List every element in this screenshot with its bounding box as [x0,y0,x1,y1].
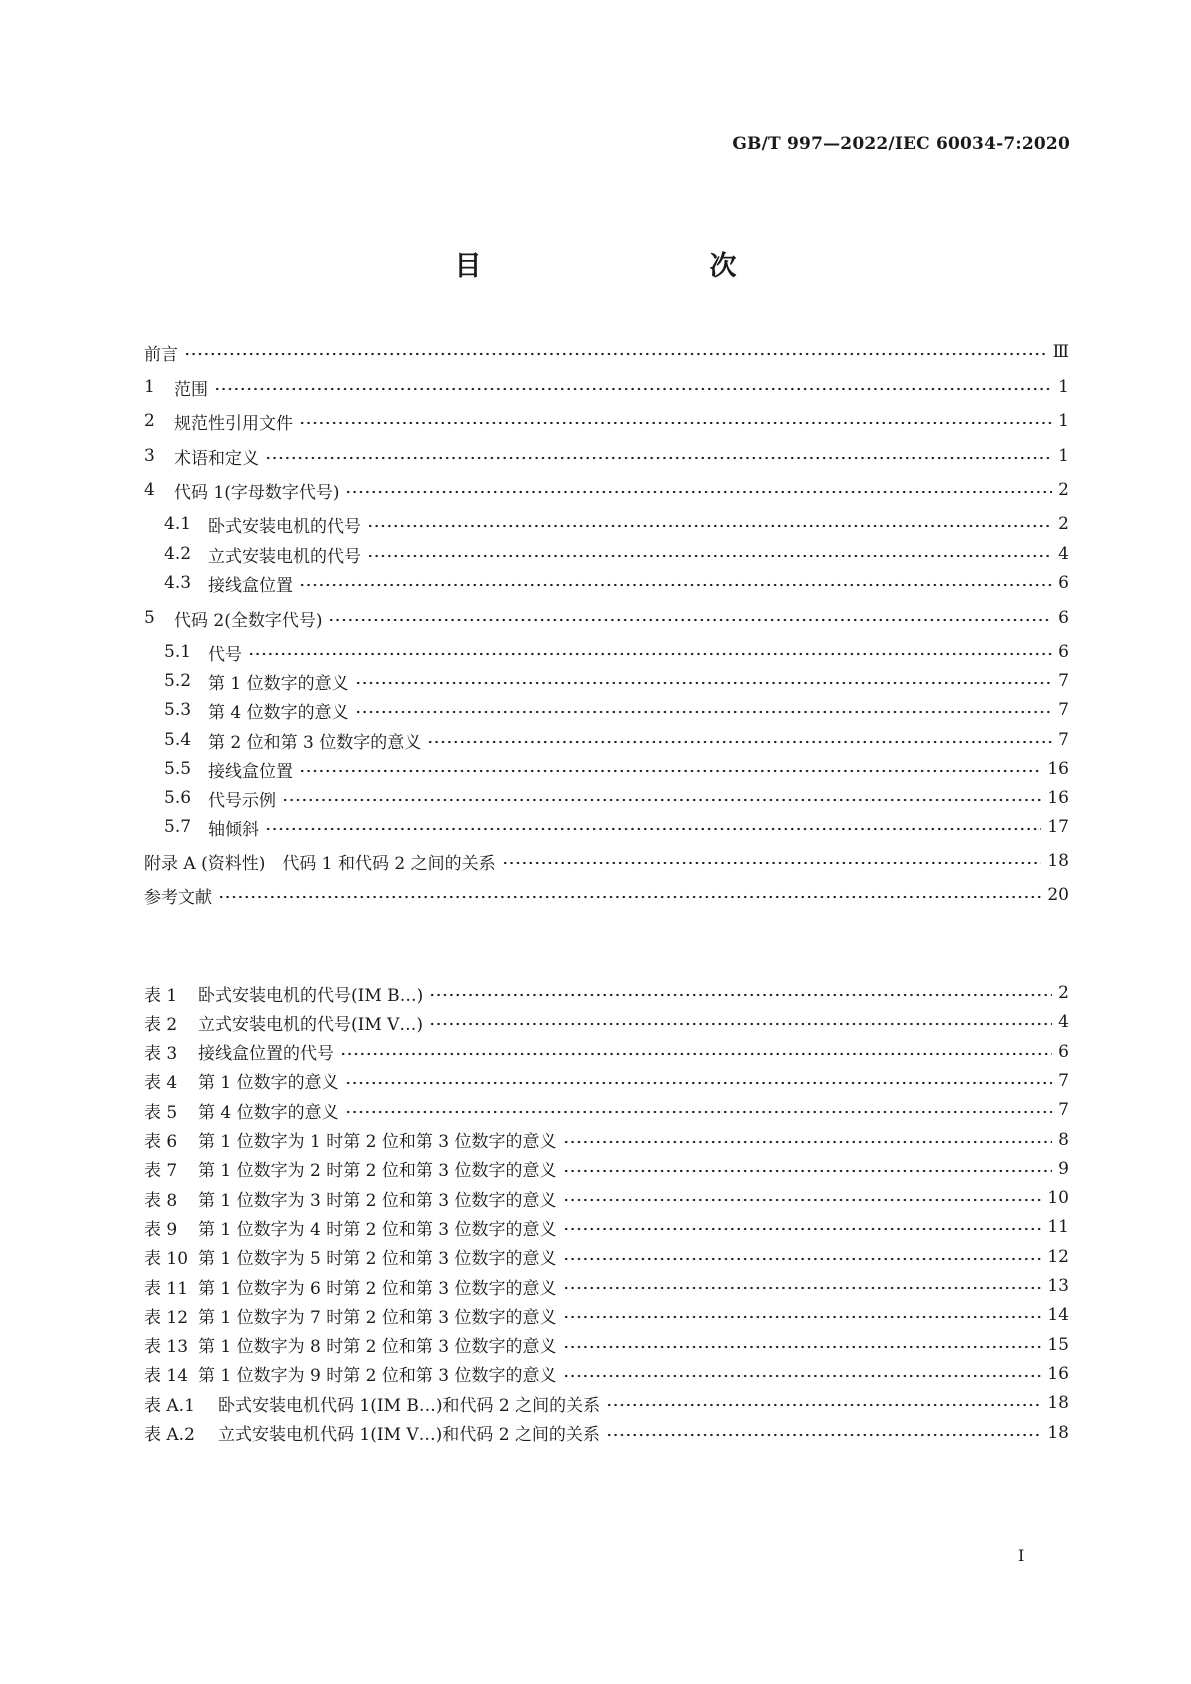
table-entry-number: 表 A.2 [144,1425,195,1445]
toc-entry[interactable] [144,375,1069,399]
table-entry-label: 第 1 位数字为 2 时第 2 位和第 3 位数字的意义 [198,1161,557,1182]
toc-entry-number: 5.4 [164,730,192,750]
table-entry-label: 第 1 位数字为 3 时第 2 位和第 3 位数字的意义 [198,1190,557,1211]
toc-entry-label: 代号 [208,644,242,665]
table-entry[interactable] [144,1157,1069,1181]
table-entry-page: 8 [1058,1129,1069,1150]
toc-entry-number: 5.3 [164,700,192,720]
toc-entry-label: 前言 [144,344,178,365]
toc-entry-label: 接线盒位置 [208,575,293,596]
table-entry-number: 表 1 [144,985,178,1006]
dot-leader [282,798,1041,802]
toc-entry-label: 卧式安装电机的代号 [208,516,361,537]
toc-entry-page: 6 [1058,642,1069,662]
table-entry-label: 第 1 位数字为 7 时第 2 位和第 3 位数字的意义 [198,1307,557,1328]
toc-entry[interactable] [164,669,1069,693]
table-entry-number: 表 14 [144,1366,189,1387]
table-entry-number: 表 A.1 [144,1395,195,1416]
dot-leader [214,387,1052,391]
table-entry-page: 9 [1058,1158,1069,1179]
toc-entry[interactable] [144,849,1069,873]
toc-entry-page: 17 [1047,817,1069,837]
dot-leader [248,652,1052,656]
table-entry-page: 13 [1047,1276,1069,1296]
toc-entry[interactable] [164,786,1069,810]
table-entry-label: 立式安装电机的代号(IM V…) [198,1014,424,1035]
toc-entry-page: 2 [1058,514,1069,534]
toc-entry-label: 术语和定义 [174,448,259,469]
dot-leader [563,1286,1042,1290]
table-entry-label: 第 4 位数字的意义 [198,1102,339,1123]
table-entry-label: 立式安装电机代码 1(IM V…)和代码 2 之间的关系 [218,1425,600,1445]
toc-entry-label: 代号示例 [208,790,276,811]
table-entry-page: 12 [1047,1246,1069,1267]
toc-entry[interactable] [164,640,1069,664]
toc-entry-label: 接线盒位置 [208,761,293,782]
dot-leader [340,1052,1052,1056]
toc-entry-page: 16 [1047,788,1069,808]
table-entry[interactable] [144,1010,1069,1034]
table-entry-number: 表 10 [144,1249,189,1270]
toc-entry-label: 轴倾斜 [208,819,259,840]
table-entry-label: 第 1 位数字为 1 时第 2 位和第 3 位数字的意义 [198,1132,557,1152]
toc-entry-number: 4.1 [164,514,192,534]
toc-entry-number: 4 [144,480,155,500]
dot-leader [299,583,1052,587]
toc-entry-label: 代码 1(字母数字代号) [174,482,340,503]
toc-entry-number: 5.7 [164,817,192,837]
table-entry-number: 表 9 [144,1219,178,1240]
table-entry-page: 18 [1047,1393,1069,1414]
toc-entry[interactable] [144,444,1069,468]
table-entry[interactable] [144,1274,1069,1298]
table-entry-number: 表 4 [144,1073,178,1094]
toc-entry[interactable] [164,698,1069,722]
dot-leader [606,1433,1041,1437]
dot-leader [563,1345,1042,1349]
toc-entry[interactable] [144,606,1069,630]
toc-entry-number: 5.2 [164,671,192,691]
toc-entry-label: 参考文献 [144,887,212,908]
table-entry[interactable] [144,1186,1069,1210]
toc-entry-label: 范围 [174,379,208,400]
table-entry[interactable] [144,1245,1069,1269]
toc-entry-page: 7 [1058,730,1069,750]
dot-leader [427,740,1052,744]
toc-entry-number: 5.6 [164,788,192,808]
toc-entry-number: 4.3 [164,573,192,593]
toc-entry-number: 5.1 [164,642,192,662]
toc-entry-page: 6 [1058,573,1069,593]
toc-entry-label: 第 1 位数字的意义 [208,673,349,694]
toc-entry-label: 代码 2(全数字代号) [174,610,323,631]
dot-leader [563,1169,1053,1173]
dot-leader [606,1403,1041,1407]
toc-entry-page: 1 [1058,411,1069,431]
dot-leader [345,1110,1053,1114]
dot-leader [367,554,1052,558]
table-entry[interactable] [144,1303,1069,1327]
table-entry[interactable] [144,1215,1069,1239]
dot-leader [299,421,1052,425]
table-entry-label: 第 1 位数字为 6 时第 2 位和第 3 位数字的意义 [198,1278,557,1299]
dot-leader [502,861,1042,865]
table-entry-label: 接线盒位置的代号 [198,1044,334,1065]
dot-leader [328,618,1052,622]
dot-leader [218,895,1041,899]
dot-leader [563,1227,1042,1231]
toc-entry-page: Ⅲ [1052,342,1069,362]
table-entry-number: 表 2 [144,1014,178,1035]
table-entry[interactable] [144,981,1069,1005]
toc-entry[interactable] [144,340,1069,364]
table-entry-page: 6 [1058,1041,1069,1062]
dot-leader [429,993,1052,997]
dot-leader [355,710,1053,714]
table-entry[interactable] [144,1069,1069,1093]
toc-entry-number: 4.2 [164,544,192,564]
table-entry[interactable] [144,1333,1069,1357]
toc-entry[interactable] [144,478,1069,502]
toc-entry[interactable] [164,757,1069,781]
table-entry-label: 第 1 位数字为 4 时第 2 位和第 3 位数字的意义 [198,1219,557,1240]
dot-leader [563,1374,1042,1378]
table-entry-page: 4 [1058,1012,1069,1033]
table-entry-number: 表 3 [144,1044,178,1065]
toc-entry-page: 16 [1047,759,1069,779]
table-entry-number: 表 6 [144,1132,178,1152]
toc-entry-page: 1 [1058,377,1069,397]
page-title: 目 次 [454,251,795,282]
toc-entry-label: 附录 A (资料性) 代码 1 和代码 2 之间的关系 [144,853,496,874]
toc-entry-label: 第 2 位和第 3 位数字的意义 [208,732,422,753]
toc-entry-label: 规范性引用文件 [174,413,293,434]
toc-entry[interactable] [144,409,1069,433]
dot-leader [355,681,1053,685]
toc-entry-number: 2 [144,411,155,431]
toc-entry-number: 5 [144,608,155,628]
table-entry-page: 15 [1047,1334,1069,1355]
dot-leader [345,490,1052,494]
table-entry-label: 卧式安装电机代码 1(IM B…)和代码 2 之间的关系 [218,1395,601,1416]
toc-entry[interactable] [164,542,1069,566]
table-entry-page: 16 [1047,1363,1069,1384]
toc-entry-page: 2 [1058,480,1069,500]
page-number: I [1018,1546,1025,1565]
table-entry[interactable] [144,1040,1069,1064]
table-entry-label: 第 1 位数字的意义 [198,1073,339,1094]
table-entry[interactable] [144,1098,1069,1122]
dot-leader [265,456,1052,460]
table-entry-page: 2 [1058,983,1069,1003]
table-entry-number: 表 12 [144,1307,189,1328]
table-entry[interactable] [144,1391,1069,1415]
dot-leader [429,1022,1052,1026]
table-entry-label: 第 1 位数字为 9 时第 2 位和第 3 位数字的意义 [198,1366,557,1387]
dot-leader [299,769,1041,773]
dot-leader [367,524,1052,528]
toc-entry-page: 18 [1047,851,1069,871]
toc-entry[interactable] [164,512,1069,536]
table-entry-label: 第 1 位数字为 8 时第 2 位和第 3 位数字的意义 [198,1337,557,1358]
toc-entry-page: 4 [1058,544,1069,564]
toc-entry-label: 立式安装电机的代号 [208,546,361,567]
toc-entry-label: 第 4 位数字的意义 [208,702,349,723]
table-entry-page: 14 [1047,1305,1069,1326]
dot-leader [563,1315,1042,1319]
table-entry-page: 7 [1058,1100,1069,1121]
table-entry-label: 第 1 位数字为 5 时第 2 位和第 3 位数字的意义 [198,1249,557,1270]
toc-entry-number: 3 [144,446,155,466]
toc-entry-number: 1 [144,377,155,397]
dot-leader [265,827,1041,831]
table-entry[interactable] [144,1421,1069,1445]
toc-entry[interactable] [144,883,1069,907]
table-entry-number: 表 8 [144,1190,178,1211]
dot-leader [184,352,1047,356]
toc-entry-page: 1 [1058,446,1069,466]
toc-entry[interactable] [164,571,1069,595]
table-entry-number: 表 5 [144,1102,178,1123]
toc-entry[interactable] [164,815,1069,839]
table-entry[interactable] [144,1128,1069,1152]
toc-entry-page: 20 [1047,885,1069,905]
toc-entry-page: 7 [1058,671,1069,691]
toc-entry-page: 7 [1058,700,1069,720]
dot-leader [563,1257,1042,1261]
table-entry-page: 7 [1058,1070,1069,1091]
dot-leader [563,1140,1053,1144]
table-entry-label: 卧式安装电机的代号(IM B…) [198,985,424,1006]
standard-code: GB/T 997—2022/IEC 60034-7:2020 [732,134,1070,154]
table-entry-number: 表 7 [144,1161,178,1182]
toc-entry-number: 5.5 [164,759,192,779]
toc-entry[interactable] [164,728,1069,752]
table-entry-number: 表 11 [144,1278,189,1299]
table-entry-page: 10 [1047,1188,1069,1209]
table-entry-page: 18 [1047,1422,1069,1443]
table-entry-page: 11 [1047,1217,1069,1238]
dot-leader [563,1198,1042,1202]
dot-leader [345,1081,1053,1085]
table-entry[interactable] [144,1362,1069,1386]
table-entry-number: 表 13 [144,1337,189,1358]
toc-entry-page: 6 [1058,608,1069,628]
